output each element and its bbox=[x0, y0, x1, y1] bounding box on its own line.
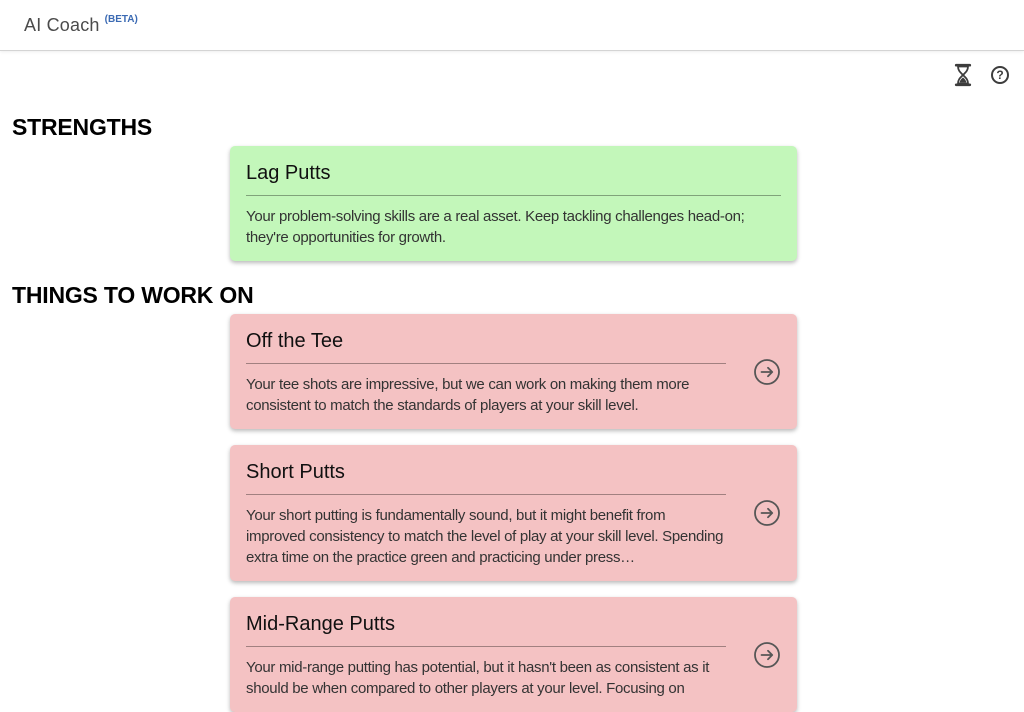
card-divider bbox=[246, 195, 781, 196]
card-arrow-button[interactable] bbox=[753, 641, 781, 669]
arrow-right-circle-icon bbox=[753, 641, 781, 669]
card-body: Your short putting is fundamentally sound, but it might benefit from improved consistency to match the level of play at your skill level. Spending extra time on the practice green and practicing under press… bbox=[246, 507, 724, 566]
arrow-right-circle-icon bbox=[753, 499, 781, 527]
hourglass-icon bbox=[953, 63, 973, 87]
card-arrow-button[interactable] bbox=[753, 499, 781, 527]
coach-section bbox=[0, 113, 1024, 261]
card-list bbox=[230, 146, 797, 261]
card-body: Your tee shots are impressive, but we can work on making them more consistent to match the standards of players at your skill level. bbox=[246, 376, 690, 414]
card-divider bbox=[246, 646, 726, 647]
card-body: Your mid-range putting has potential, but it hasn't been as consistent as it should be when compared to other players at your level. Focusing on bbox=[246, 659, 710, 697]
page-title: AI Coach bbox=[24, 14, 100, 35]
sections bbox=[0, 113, 1024, 712]
card-content bbox=[246, 329, 781, 416]
card-content bbox=[246, 612, 781, 699]
card-title: Off the Tee bbox=[246, 330, 344, 352]
coach-section bbox=[0, 281, 1024, 712]
card-content bbox=[246, 460, 781, 568]
section-heading: THINGS TO WORK ON bbox=[12, 282, 254, 308]
section-heading: STRENGTHS bbox=[12, 114, 153, 140]
card-divider bbox=[246, 494, 726, 495]
card-divider bbox=[246, 363, 726, 364]
coach-card bbox=[230, 146, 797, 261]
card-title: Lag Putts bbox=[246, 162, 331, 184]
card-list bbox=[230, 314, 797, 712]
card-arrow-button[interactable] bbox=[753, 358, 781, 386]
card-content bbox=[246, 161, 781, 248]
card-title: Short Putts bbox=[246, 461, 345, 483]
coach-card[interactable] bbox=[230, 597, 797, 712]
arrow-right-circle-icon bbox=[753, 358, 781, 386]
help-button[interactable] bbox=[991, 66, 1009, 84]
coach-card[interactable] bbox=[230, 445, 797, 581]
history-hourglass-button[interactable] bbox=[953, 63, 973, 87]
card-body: Your problem-solving skills are a real asset. Keep tackling challenges head-on; they're opportunities for growth. bbox=[246, 208, 745, 246]
help-icon: ? bbox=[991, 66, 1009, 84]
card-title: Mid-Range Putts bbox=[246, 613, 395, 635]
toolbar bbox=[0, 51, 1024, 87]
app-header bbox=[0, 0, 1024, 51]
coach-card[interactable] bbox=[230, 314, 797, 429]
beta-badge: (BETA) bbox=[104, 13, 138, 25]
